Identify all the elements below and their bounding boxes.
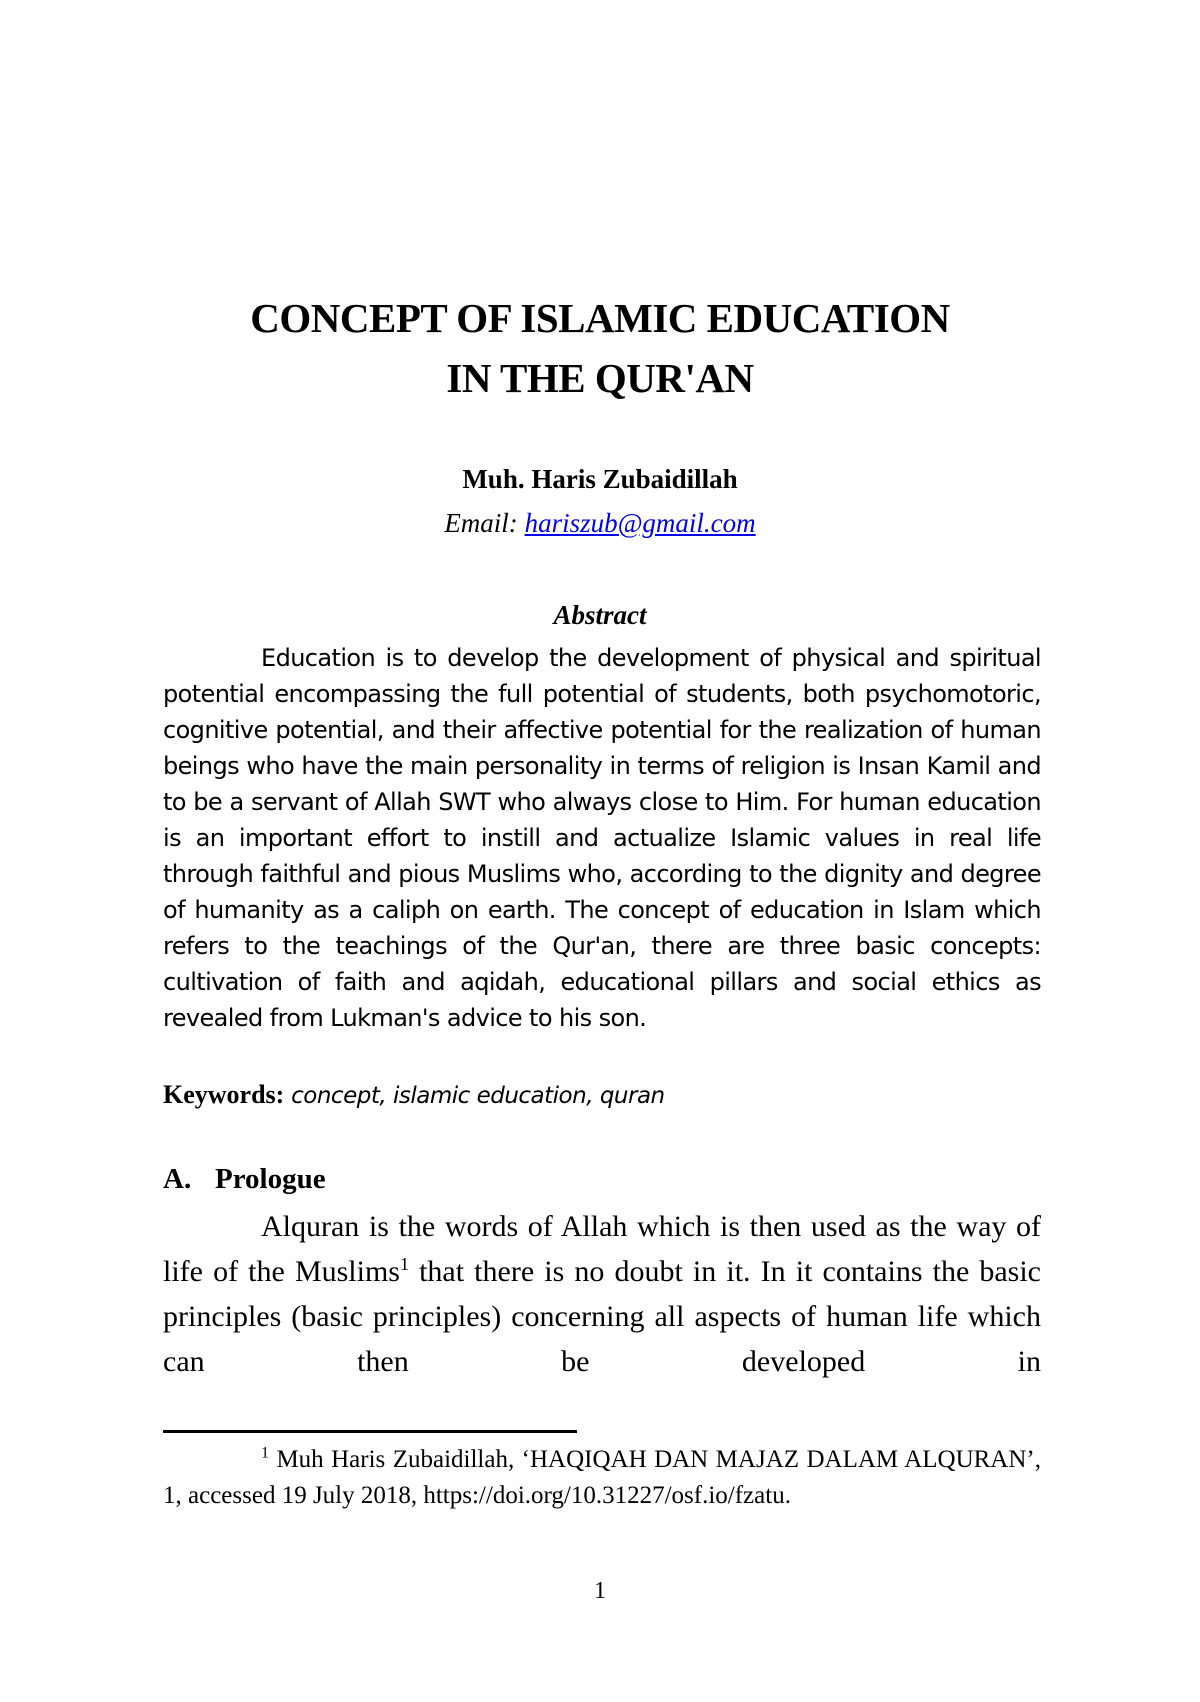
section-letter: A. xyxy=(163,1163,192,1195)
email-label: Email: xyxy=(444,508,525,538)
section-heading-prologue xyxy=(163,1160,326,1198)
author-email-line xyxy=(0,506,1200,540)
prologue-text-end: that there is no doubt in it. In it contains the basic principles (basic principles) concerning all aspects of human life which can then be developed in xyxy=(163,1255,1042,1378)
page-number: 1 xyxy=(594,1578,606,1604)
keywords-line xyxy=(163,1078,1041,1113)
footnote-separator xyxy=(163,1430,577,1433)
paper-title-line-2: IN THE QUR'AN xyxy=(446,355,754,401)
footnote-number: 1 xyxy=(261,1444,269,1462)
keywords-list: concept, islamic education, quran xyxy=(284,1083,665,1109)
email-link[interactable]: hariszub@gmail.com xyxy=(524,508,756,538)
prologue-text-start: Alquran is the words of Allah which is then used as the way of life of the Muslims xyxy=(163,1210,1041,1288)
footnote-reference[interactable]: 1 xyxy=(399,1254,409,1274)
author-name: Muh. Haris Zubaidillah xyxy=(462,464,738,494)
abstract-body: Education is to develop the development of physical and spiritual potential encompassing the full potential of students, both psychomotoric, cognitive potential, and their affective potential for the realization of human beings who have the main personality in terms of religion is Insan Kamil and to be a servant of Allah SWT who always close to Him. For human education is an important effort to instill and actualize Islamic values in real life through faithful and pious Muslims who, according to the dignity and degree of humanity as a caliph on earth. The concept of education in Islam which refers to the teachings of the Qur'an, there are three basic concepts: cultivation of faith and aqidah, educational pillars and social ethics as revealed from Lukman's advice to his son. xyxy=(163,644,1041,1032)
abstract-heading: Abstract xyxy=(553,600,647,630)
keywords-label: Keywords: xyxy=(163,1080,285,1109)
footnote-text: Muh Haris Zubaidillah, ‘HAQIQAH DAN MAJAZ DALAM ALQURAN’, 1, accessed 19 July 2018, https://doi.org/10.31227/osf.io/fzatu. xyxy=(163,1446,1041,1509)
prologue-paragraph xyxy=(163,1204,1041,1384)
section-title: Prologue xyxy=(215,1163,326,1195)
footnote xyxy=(163,1442,1041,1514)
paper-title-line-1: CONCEPT OF ISLAMIC EDUCATION xyxy=(250,295,950,341)
